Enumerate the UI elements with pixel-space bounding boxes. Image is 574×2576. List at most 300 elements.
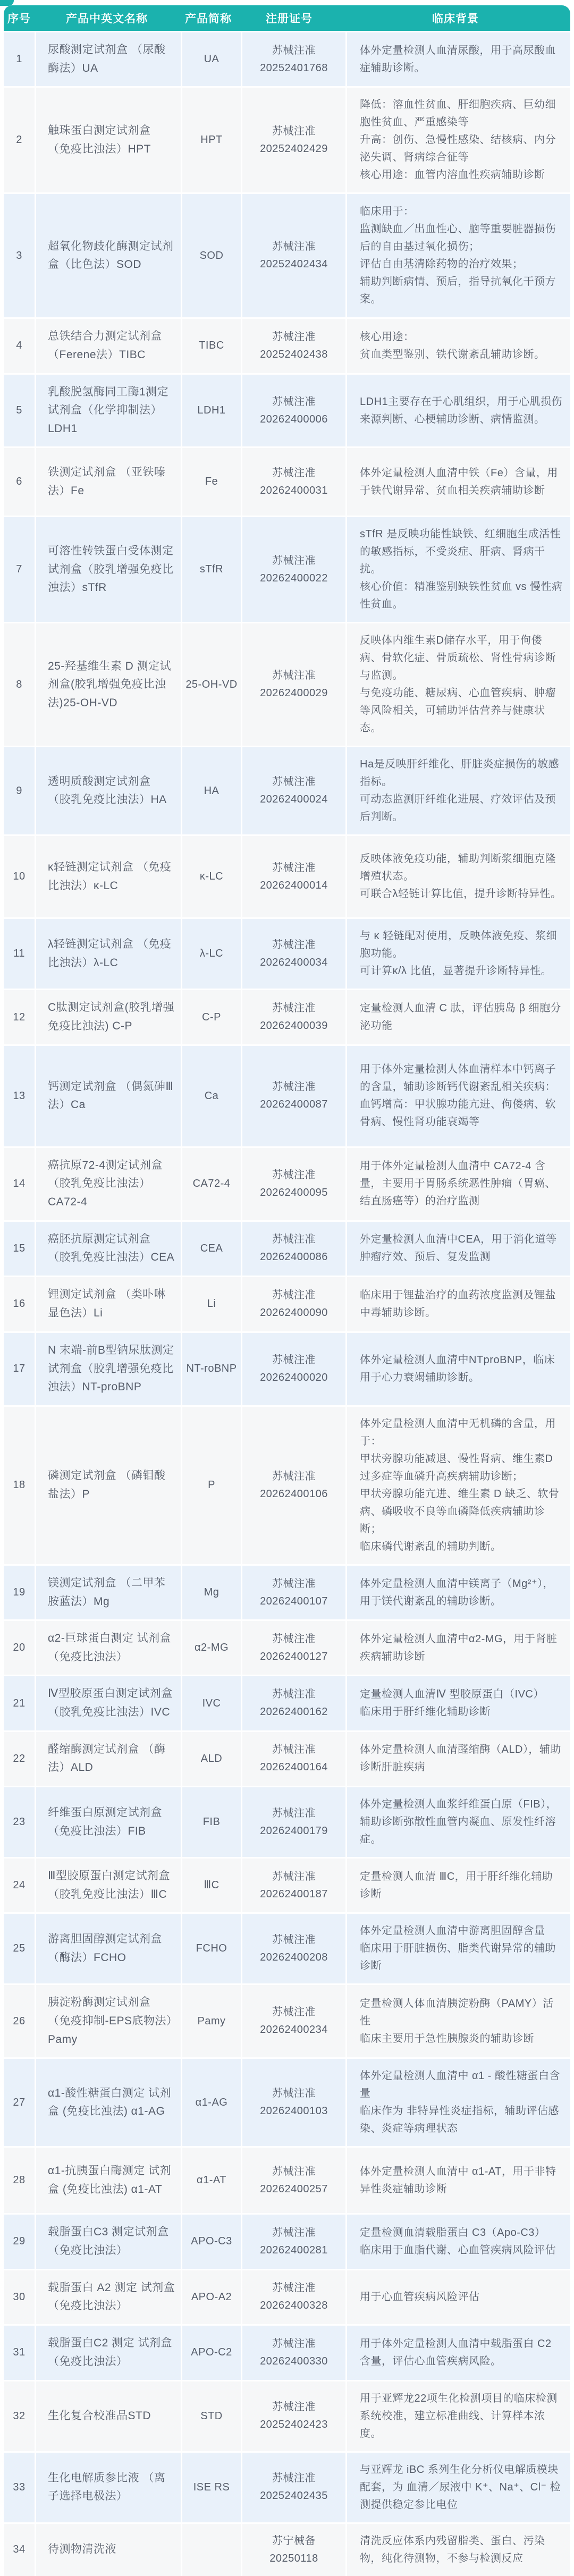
row-index-cell: 25 bbox=[4, 1914, 35, 1983]
row-index-cell: 14 bbox=[4, 1148, 35, 1220]
clinical-line: 评估自由基清除药物的治疗效果； bbox=[360, 258, 524, 271]
registration-prefix: 苏械注准 bbox=[272, 331, 316, 343]
registration-prefix: 苏械注准 bbox=[272, 2282, 316, 2294]
clinical-line: 定量检测人血清 ⅢC，用于肝纤维化辅助诊断 bbox=[360, 1870, 553, 1900]
product-name-cell: 癌胚抗原测定试剂盒 （胶乳免疫比浊法）CEA bbox=[36, 1222, 181, 1276]
clinical-line: 临床主要用于急性胰腺炎的辅助诊断 bbox=[360, 2032, 534, 2045]
clinical-line: 体外定量检测人血清中NTproBNP，临床用于心力衰竭辅助诊断。 bbox=[360, 1354, 555, 1383]
row-index-cell: 33 bbox=[4, 2453, 35, 2522]
product-name-cell: 纤维蛋白原测定试剂盒 （免疫比浊法）FIB bbox=[36, 1787, 181, 1857]
clinical-line: Ha是反映肝纤维化、肝脏炎症损伤的敏感指标。 bbox=[360, 758, 560, 788]
clinical-line: 定量检测人血清Ⅳ 型胶原蛋白（IVC） bbox=[360, 1688, 544, 1701]
product-name-cell: 触珠蛋白测定试剂盒 （免疫比浊法）HPT bbox=[36, 88, 181, 192]
registration-no-cell bbox=[242, 517, 345, 622]
registration-no-cell bbox=[242, 2059, 345, 2146]
table-row bbox=[4, 88, 570, 192]
registration-no-cell bbox=[242, 1985, 345, 2057]
clinical-background-cell bbox=[347, 1859, 570, 1912]
product-abbr-cell: SOD bbox=[182, 194, 241, 317]
table-header-row bbox=[4, 5, 570, 31]
product-name-cell: 锂测定试剂盒 （类卟啉显色法）Li bbox=[36, 1277, 181, 1331]
clinical-background-cell bbox=[347, 747, 570, 834]
registration-number: 20250118 bbox=[269, 2552, 318, 2564]
clinical-line: 临床用于血脂代谢、心血管疾病风险评估 bbox=[360, 2244, 556, 2256]
product-abbr-cell: α2-MG bbox=[182, 1621, 241, 1675]
table-row bbox=[4, 2524, 570, 2576]
table-row bbox=[4, 194, 570, 317]
table-row bbox=[4, 1676, 570, 1730]
row-index-cell: 30 bbox=[4, 2270, 35, 2324]
product-abbr-cell: LDH1 bbox=[182, 375, 241, 447]
clinical-background-cell bbox=[347, 2453, 570, 2522]
registration-number: 20262400095 bbox=[260, 1186, 328, 1198]
clinical-line: 用于体外定量检测人体血清样本中钙离子的含量，辅助诊断钙代谢紊乱相关疾病： bbox=[360, 1063, 556, 1093]
registration-prefix: 苏械注准 bbox=[272, 1633, 316, 1645]
row-index-cell: 31 bbox=[4, 2326, 35, 2380]
product-name-cell: 铁测定试剂盒 （亚铁嗪法）Fe bbox=[36, 448, 181, 516]
registration-no-cell bbox=[242, 88, 345, 192]
clinical-background-cell bbox=[347, 2215, 570, 2268]
clinical-line: 可联合λ轻链计算比值，提升诊断特异性。 bbox=[360, 888, 562, 900]
registration-no-cell bbox=[242, 2270, 345, 2324]
clinical-background-cell bbox=[347, 1277, 570, 1331]
clinical-line: 体外定量检测人血清尿酸，用于高尿酸血症辅助诊断。 bbox=[360, 44, 556, 74]
registration-prefix: 苏械注准 bbox=[272, 776, 316, 788]
row-index-cell: 17 bbox=[4, 1333, 35, 1405]
registration-prefix: 苏械注准 bbox=[272, 1688, 316, 1701]
registration-prefix: 苏械注准 bbox=[272, 554, 316, 567]
product-name-cell: 待测物清洗液 bbox=[36, 2524, 181, 2576]
table-row bbox=[4, 32, 570, 86]
clinical-line: 核心用途： bbox=[360, 331, 415, 343]
table-row bbox=[4, 836, 570, 917]
product-abbr-cell: ⅢC bbox=[182, 1859, 241, 1912]
row-index-cell: 10 bbox=[4, 836, 35, 917]
clinical-line: 核心用途：血管内溶血性疾病辅助诊断 bbox=[360, 169, 545, 181]
clinical-line: 用于体外定量检测人血清中载脂蛋白 C2 含量，评估心血管疾病风险。 bbox=[360, 2337, 552, 2367]
product-abbr-cell: C-P bbox=[182, 990, 241, 1044]
registration-no-cell bbox=[242, 375, 345, 447]
registration-no-cell bbox=[242, 623, 345, 746]
header-cell-product-name: 产品中英文名称 bbox=[66, 13, 148, 25]
clinical-line: 定量检测人体血清胰淀粉酶（PAMY）活性 bbox=[360, 1997, 554, 2027]
row-index-cell: 28 bbox=[4, 2148, 35, 2213]
table-row bbox=[4, 319, 570, 373]
product-abbr-cell: APO-A2 bbox=[182, 2270, 241, 2324]
product-abbr-cell: Li bbox=[182, 1277, 241, 1331]
product-abbr-cell: P bbox=[182, 1407, 241, 1564]
clinical-line: 体外定量检测人血清中镁离子（Mg²⁺），用于镁代谢紊乱的辅助诊断。 bbox=[360, 1577, 554, 1607]
row-index-cell: 9 bbox=[4, 747, 35, 834]
clinical-line: 用于体外定量检测人血清中 CA72-4 含量，主要用于胃肠系统恶性肿瘤（胃癌、结直肠癌等）的治疗监测 bbox=[360, 1160, 556, 1207]
table-row bbox=[4, 1787, 570, 1857]
registration-prefix: 苏械注准 bbox=[272, 862, 316, 874]
product-name-cell: κ轻链测定试剂盒 （免疫比浊法）κ-LC bbox=[36, 836, 181, 917]
table-row bbox=[4, 2148, 570, 2213]
registration-number: 20262400031 bbox=[260, 484, 328, 496]
clinical-background-cell bbox=[347, 1914, 570, 1983]
clinical-line: 体外定量检测人血清中无机磷的含量，用于： bbox=[360, 1417, 556, 1447]
clinical-line: 临床用于肝脏损伤、脂类代谢异常的辅助诊断 bbox=[360, 1942, 556, 1972]
row-index-cell: 21 bbox=[4, 1676, 35, 1730]
product-name-cell: 磷测定试剂盒 （磷钼酸盐法）P bbox=[36, 1407, 181, 1564]
table-row bbox=[4, 1277, 570, 1331]
product-name-cell: N 末端-前B型钠尿肽测定试剂盒（胶乳增强免疫比浊法）NT-proBNP bbox=[36, 1333, 181, 1405]
registration-no-cell bbox=[242, 990, 345, 1044]
clinical-background-cell bbox=[347, 319, 570, 373]
table-row bbox=[4, 1566, 570, 1619]
registration-no-cell bbox=[242, 1277, 345, 1331]
registration-prefix: 苏械注准 bbox=[272, 2088, 316, 2100]
clinical-background-cell bbox=[347, 623, 570, 746]
registration-number: 20262400034 bbox=[260, 956, 328, 968]
registration-no-cell bbox=[242, 919, 345, 989]
product-abbr-cell: HPT bbox=[182, 88, 241, 192]
clinical-line: 体外定量检测人血清醛缩酶（ALD），辅助诊断肝脏疾病 bbox=[360, 1744, 561, 1773]
header-cell-clinical: 临床背景 bbox=[432, 13, 479, 25]
registration-prefix: 苏械注准 bbox=[272, 125, 316, 137]
clinical-line: sTfR 是反映功能性缺铁、红细胞生成活性的敏感指标，不受炎症、肝病、肾病干扰。 bbox=[360, 528, 561, 576]
table-row bbox=[4, 1859, 570, 1912]
clinical-background-cell bbox=[347, 1985, 570, 2057]
clinical-background-cell bbox=[347, 2524, 570, 2576]
table-row bbox=[4, 919, 570, 989]
header-cell-reg-no: 注册证号 bbox=[266, 13, 313, 25]
clinical-line: 外定量检测人血清中CEA，用于消化道等肿瘤疗效、预后、复发监测 bbox=[360, 1234, 557, 1263]
clinical-line: 清洗反应体系内残留脂类、蛋白、污染物，纯化待测物，不参与检测反应 bbox=[360, 2535, 545, 2564]
registration-number: 20262400024 bbox=[260, 793, 328, 806]
clinical-background-cell bbox=[347, 990, 570, 1044]
table-row bbox=[4, 1333, 570, 1405]
registration-prefix: 苏械注准 bbox=[272, 1933, 316, 1946]
clinical-background-cell bbox=[347, 1222, 570, 1276]
clinical-line: 降低：溶血性贫血、肝细胞疾病、巨幼细胞性贫血、严重感染等 bbox=[360, 99, 556, 129]
clinical-line: 可计算κ/λ 比值，显著提升诊断特异性。 bbox=[360, 965, 552, 977]
clinical-background-cell bbox=[347, 88, 570, 192]
product-name-cell: λ轻链测定试剂盒 （免疫比浊法）λ-LC bbox=[36, 919, 181, 989]
row-index-cell: 13 bbox=[4, 1046, 35, 1146]
clinical-background-cell bbox=[347, 1148, 570, 1220]
product-name-cell: Ⅲ型胶原蛋白测定试剂盒 （胶乳免疫比浊法）ⅢC bbox=[36, 1859, 181, 1912]
row-index-cell: 12 bbox=[4, 990, 35, 1044]
registration-prefix: 苏械注准 bbox=[272, 2226, 316, 2239]
registration-no-cell bbox=[242, 319, 345, 373]
product-abbr-cell: Pamy bbox=[182, 1985, 241, 2057]
clinical-line: 可动态监测肝纤维化进展、疗效评估及预后判断。 bbox=[360, 793, 556, 823]
product-name-cell: 载脂蛋白 A2 测定 试剂盒（免疫比浊法） bbox=[36, 2270, 181, 2324]
product-abbr-cell: α1-AT bbox=[182, 2148, 241, 2213]
registration-number: 20262400208 bbox=[260, 1951, 328, 1963]
table-row bbox=[4, 1148, 570, 1220]
table-row bbox=[4, 517, 570, 622]
registration-no-cell bbox=[242, 747, 345, 834]
registration-number: 20252402435 bbox=[260, 2490, 328, 2502]
product-abbr-cell: Fe bbox=[182, 448, 241, 516]
registration-prefix: 苏械注准 bbox=[272, 1081, 316, 1093]
product-name-cell: C肽测定试剂盒(胶乳增强免疫比浊法) C-P bbox=[36, 990, 181, 1044]
clinical-line: 甲状旁腺功能减退、慢性肾病、维生素D过多症等血磷升高疾病辅助诊断； bbox=[360, 1452, 553, 1482]
clinical-background-cell bbox=[347, 517, 570, 622]
row-index-cell: 22 bbox=[4, 1732, 35, 1786]
registration-number: 20262400014 bbox=[260, 879, 328, 891]
row-index-cell: 11 bbox=[4, 919, 35, 989]
clinical-line: LDH1主要存在于心肌组织，用于心肌损伤来源判断、心梗辅助诊断、病情监测。 bbox=[360, 395, 563, 425]
product-name-cell: 尿酸测定试剂盒 （尿酸酶法）UA bbox=[36, 32, 181, 86]
product-name-cell: α1-酸性糖蛋白测定 试剂盒 (免疫比浊法) α1-AG bbox=[36, 2059, 181, 2146]
registration-no-cell bbox=[242, 1407, 345, 1564]
clinical-line: 临床作为 非特异性炎症指标，辅助评估感染、炎症等病理状态 bbox=[360, 2105, 560, 2135]
product-abbr-cell: STD bbox=[182, 2381, 241, 2451]
registration-number: 20252402434 bbox=[260, 258, 328, 271]
registration-no-cell bbox=[242, 1676, 345, 1730]
row-index-cell: 4 bbox=[4, 319, 35, 373]
product-name-cell: α1-抗胰蛋白酶测定 试剂盒 (免疫比浊法) α1-AT bbox=[36, 2148, 181, 2213]
clinical-line: 反映体内维生素D储存水平，用于佝偻病、骨软化症、骨质疏松、肾性骨病诊断与监测。 bbox=[360, 635, 556, 682]
clinical-background-cell bbox=[347, 1732, 570, 1786]
registration-prefix: 苏械注准 bbox=[272, 1807, 316, 1819]
table-row bbox=[4, 2326, 570, 2380]
clinical-background-cell bbox=[347, 1046, 570, 1146]
table-row bbox=[4, 2215, 570, 2268]
table-row bbox=[4, 1407, 570, 1564]
row-index-cell: 27 bbox=[4, 2059, 35, 2146]
clinical-background-cell bbox=[347, 2148, 570, 2213]
table-row bbox=[4, 747, 570, 834]
table-row bbox=[4, 1732, 570, 1786]
clinical-line: 临床用于： bbox=[360, 206, 415, 218]
product-abbr-cell: APO-C2 bbox=[182, 2326, 241, 2380]
clinical-background-cell bbox=[347, 2326, 570, 2380]
registration-number: 20262400039 bbox=[260, 1020, 328, 1032]
clinical-line: 血钙增高：甲状腺功能亢进、佝偻病、软骨病、慢性肾功能衰竭等 bbox=[360, 1099, 556, 1128]
row-index-cell: 3 bbox=[4, 194, 35, 317]
registration-prefix: 苏械注准 bbox=[272, 1002, 316, 1015]
product-abbr-cell: FCHO bbox=[182, 1914, 241, 1983]
registration-prefix: 苏械注准 bbox=[272, 1870, 316, 1882]
registration-number: 20262400029 bbox=[260, 687, 328, 699]
product-name-cell: 25-羟基维生素 D 测定试剂盒(胶乳增强免疫比浊法)25-OH-VD bbox=[36, 623, 181, 746]
row-index-cell: 18 bbox=[4, 1407, 35, 1564]
row-index-cell: 6 bbox=[4, 448, 35, 516]
registration-prefix: 苏械注准 bbox=[272, 2401, 316, 2413]
clinical-line: 辅助判断病情、预后，指导抗氧化干预方案。 bbox=[360, 276, 556, 306]
registration-no-cell bbox=[242, 2148, 345, 2213]
product-abbr-cell: CEA bbox=[182, 1222, 241, 1276]
product-abbr-cell: IVC bbox=[182, 1676, 241, 1730]
product-name-cell: 胰淀粉酶测定试剂盒 （免疫抑制-EPS底物法）Pamy bbox=[36, 1985, 181, 2057]
clinical-line: 体外定量检测人血浆纤维蛋白原（FIB），辅助诊断弥散性血管内凝血、原发性纤溶症。 bbox=[360, 1798, 558, 1846]
registration-number: 20252402438 bbox=[260, 348, 328, 360]
clinical-line: 贫血类型鉴别、铁代谢紊乱辅助诊断。 bbox=[360, 348, 545, 360]
registration-no-cell bbox=[242, 1621, 345, 1675]
registration-prefix: 苏宁械备 bbox=[272, 2535, 316, 2547]
registration-number: 20262400106 bbox=[260, 1488, 328, 1500]
product-name-cell: 总铁结合力测定试剂盒 （Ferene法）TIBC bbox=[36, 319, 181, 373]
clinical-line: 体外定量检测人血清中铁（Fe）含量，用于铁代谢异常、贫血相关疾病辅助诊断 bbox=[360, 467, 558, 496]
clinical-line: 体外定量检测人血清中游离胆固醇含量 bbox=[360, 1925, 545, 1937]
product-name-cell: 游离胆固醇测定试剂盒 （酶法）FCHO bbox=[36, 1914, 181, 1983]
registration-number: 20262400087 bbox=[260, 1099, 328, 1111]
row-index-cell: 24 bbox=[4, 1859, 35, 1912]
product-name-cell: α2-巨球蛋白测定 试剂盒（免疫比浊法） bbox=[36, 1621, 181, 1675]
clinical-line: 体外定量检测人血清中 α1-AT，用于非特异性炎症辅助诊断 bbox=[360, 2165, 556, 2195]
product-name-cell: 载脂蛋白C3 测定试剂盒 （免疫比浊法） bbox=[36, 2215, 181, 2268]
product-name-cell: Ⅳ型胶原蛋白测定试剂盒 （胶乳免疫比浊法）IVC bbox=[36, 1676, 181, 1730]
product-name-cell: 乳酸脱氢酶同工酶1测定试剂盒（化学抑制法）LDH1 bbox=[36, 375, 181, 447]
row-index-cell: 1 bbox=[4, 32, 35, 86]
clinical-background-cell bbox=[347, 1333, 570, 1405]
clinical-background-cell bbox=[347, 1566, 570, 1619]
registration-number: 20262400187 bbox=[260, 1888, 328, 1900]
registration-prefix: 苏械注准 bbox=[272, 670, 316, 682]
product-abbr-cell: α1-AG bbox=[182, 2059, 241, 2146]
registration-prefix: 苏械注准 bbox=[272, 939, 316, 951]
registration-number: 20262400328 bbox=[260, 2300, 328, 2312]
registration-prefix: 苏械注准 bbox=[272, 2337, 316, 2350]
row-index-cell: 26 bbox=[4, 1985, 35, 2057]
clinical-line: 临床用于肝纤维化辅助诊断 bbox=[360, 1706, 491, 1718]
clinical-line: 临床用于锂盐治疗的血药浓度监测及锂盐中毒辅助诊断。 bbox=[360, 1289, 556, 1319]
clinical-background-cell bbox=[347, 32, 570, 86]
product-abbr-cell: Mg bbox=[182, 1566, 241, 1619]
registration-no-cell bbox=[242, 1566, 345, 1619]
row-index-cell: 32 bbox=[4, 2381, 35, 2451]
registration-no-cell bbox=[242, 448, 345, 516]
clinical-line: 用于亚辉龙22项生化检测项目的临床检测系统校准，建立标准曲线、计算样本浓度。 bbox=[360, 2392, 558, 2439]
registration-no-cell bbox=[242, 194, 345, 317]
row-index-cell: 8 bbox=[4, 623, 35, 746]
registration-number: 20252401768 bbox=[260, 62, 328, 74]
table-row bbox=[4, 2270, 570, 2324]
clinical-line: 反映体液免疫功能，辅助判断浆细胞克隆增殖状态。 bbox=[360, 853, 556, 883]
registration-number: 20262400164 bbox=[260, 1761, 328, 1773]
table-row bbox=[4, 1222, 570, 1276]
product-name-cell: 超氧化物歧化酶测定试剂盒（比色法）SOD bbox=[36, 194, 181, 317]
registration-number: 20262400330 bbox=[260, 2355, 328, 2367]
registration-prefix: 苏械注准 bbox=[272, 1354, 316, 1366]
product-name-cell: 钙测定试剂盒 （偶氮砷Ⅲ法）Ca bbox=[36, 1046, 181, 1146]
registration-prefix: 苏械注准 bbox=[272, 2165, 316, 2177]
registration-prefix: 苏械注准 bbox=[272, 1289, 316, 1301]
clinical-line: 体外定量检测人血清中 α1 - 酸性糖蛋白含量 bbox=[360, 2070, 561, 2100]
row-index-cell: 34 bbox=[4, 2524, 35, 2576]
clinical-line: 甲状旁腺功能亢进、维生素 D 缺乏、软骨病、磷吸收不良等血磷降低疾病辅助诊断； bbox=[360, 1488, 560, 1535]
registration-prefix: 苏械注准 bbox=[272, 1169, 316, 1181]
row-index-cell: 2 bbox=[4, 88, 35, 192]
row-index-cell: 16 bbox=[4, 1277, 35, 1331]
registration-prefix: 苏械注准 bbox=[272, 241, 316, 253]
clinical-background-cell bbox=[347, 1787, 570, 1857]
registration-no-cell bbox=[242, 1859, 345, 1912]
registration-number: 20262400179 bbox=[260, 1825, 328, 1837]
clinical-background-cell bbox=[347, 1621, 570, 1675]
product-abbr-cell: UA bbox=[182, 32, 241, 86]
clinical-background-cell bbox=[347, 194, 570, 317]
table-row bbox=[4, 1985, 570, 2057]
registration-number: 20262400234 bbox=[260, 2024, 328, 2036]
registration-no-cell bbox=[242, 1333, 345, 1405]
product-table bbox=[4, 5, 570, 2576]
clinical-background-cell bbox=[347, 2270, 570, 2324]
product-name-cell: 生化电解质参比液 （离子选择电极法） bbox=[36, 2453, 181, 2522]
product-abbr-cell: HA bbox=[182, 747, 241, 834]
clinical-line: 与 κ 轻链配对使用，反映体液免疫、浆细胞功能。 bbox=[360, 930, 558, 960]
clinical-background-cell bbox=[347, 448, 570, 516]
registration-no-cell bbox=[242, 2453, 345, 2522]
registration-number: 20262400257 bbox=[260, 2183, 328, 2195]
product-name-cell: 醛缩酶测定试剂盒 （酶法）ALD bbox=[36, 1732, 181, 1786]
table-row bbox=[4, 448, 570, 516]
product-name-cell: 载脂蛋白C2 测定 试剂盒（免疫比浊法） bbox=[36, 2326, 181, 2380]
header-cell-index: 序号 bbox=[7, 13, 31, 25]
row-index-cell: 7 bbox=[4, 517, 35, 622]
product-abbr-cell: CA72-4 bbox=[182, 1148, 241, 1220]
table-row bbox=[4, 2381, 570, 2451]
registration-number: 20262400006 bbox=[260, 413, 328, 425]
registration-no-cell bbox=[242, 1914, 345, 1983]
clinical-background-cell bbox=[347, 919, 570, 989]
clinical-background-cell bbox=[347, 836, 570, 917]
product-abbr-cell: ISE RS bbox=[182, 2453, 241, 2522]
registration-prefix: 苏械注准 bbox=[272, 2472, 316, 2485]
clinical-line: 升高：创伤、急慢性感染、结核病、内分泌失调、肾病综合征等 bbox=[360, 134, 556, 164]
row-index-cell: 29 bbox=[4, 2215, 35, 2268]
registration-no-cell bbox=[242, 1046, 345, 1146]
product-abbr-cell: 25-OH-VD bbox=[182, 623, 241, 746]
product-name-cell: 可溶性转铁蛋白受体测定试剂盒（胶乳增强免疫比浊法）sTfR bbox=[36, 517, 181, 622]
product-abbr-cell: sTfR bbox=[182, 517, 241, 622]
table-row bbox=[4, 623, 570, 746]
registration-number: 20262400281 bbox=[260, 2244, 328, 2256]
registration-number: 20252402429 bbox=[260, 142, 328, 155]
registration-no-cell bbox=[242, 1732, 345, 1786]
table-body bbox=[4, 32, 570, 2576]
registration-prefix: 苏械注准 bbox=[272, 467, 316, 479]
registration-number: 20262400086 bbox=[260, 1251, 328, 1263]
registration-prefix: 苏械注准 bbox=[272, 1470, 316, 1482]
registration-no-cell bbox=[242, 32, 345, 86]
table-row bbox=[4, 1046, 570, 1146]
row-index-cell: 15 bbox=[4, 1222, 35, 1276]
product-name-cell: 生化复合校准品STD bbox=[36, 2381, 181, 2451]
registration-no-cell bbox=[242, 2524, 345, 2576]
registration-prefix: 苏械注准 bbox=[272, 2006, 316, 2018]
registration-number: 20262400022 bbox=[260, 572, 328, 584]
clinical-line: 定量检测人血清 C 肽，评估胰岛 β 细胞分泌功能 bbox=[360, 1002, 562, 1032]
registration-number: 20262400127 bbox=[260, 1650, 328, 1662]
product-abbr-cell: NT-roBNP bbox=[182, 1333, 241, 1405]
table-row bbox=[4, 1914, 570, 1983]
product-abbr-cell: FIB bbox=[182, 1787, 241, 1857]
table-row bbox=[4, 1621, 570, 1675]
product-name-cell: 透明质酸测定试剂盒 （胶乳免疫比浊法）HA bbox=[36, 747, 181, 834]
product-name-cell: 镁测定试剂盒 （二甲苯胺蓝法）Mg bbox=[36, 1566, 181, 1619]
registration-no-cell bbox=[242, 1787, 345, 1857]
product-abbr-cell bbox=[182, 2524, 241, 2576]
registration-no-cell bbox=[242, 2326, 345, 2380]
table-row bbox=[4, 2059, 570, 2146]
product-abbr-cell: TIBC bbox=[182, 319, 241, 373]
row-index-cell: 20 bbox=[4, 1621, 35, 1675]
clinical-line: 与免疫功能、糖尿病、心血管疾病、肿瘤等风险相关，可辅助评估营养与健康状态。 bbox=[360, 687, 556, 734]
table-row bbox=[4, 375, 570, 447]
product-name-cell: 癌抗原72-4测定试剂盒 （胶乳免疫比浊法）CA72-4 bbox=[36, 1148, 181, 1220]
product-abbr-cell: APO-C3 bbox=[182, 2215, 241, 2268]
registration-prefix: 苏械注准 bbox=[272, 395, 316, 408]
clinical-background-cell bbox=[347, 1676, 570, 1730]
product-abbr-cell: λ-LC bbox=[182, 919, 241, 989]
product-abbr-cell: κ-LC bbox=[182, 836, 241, 917]
